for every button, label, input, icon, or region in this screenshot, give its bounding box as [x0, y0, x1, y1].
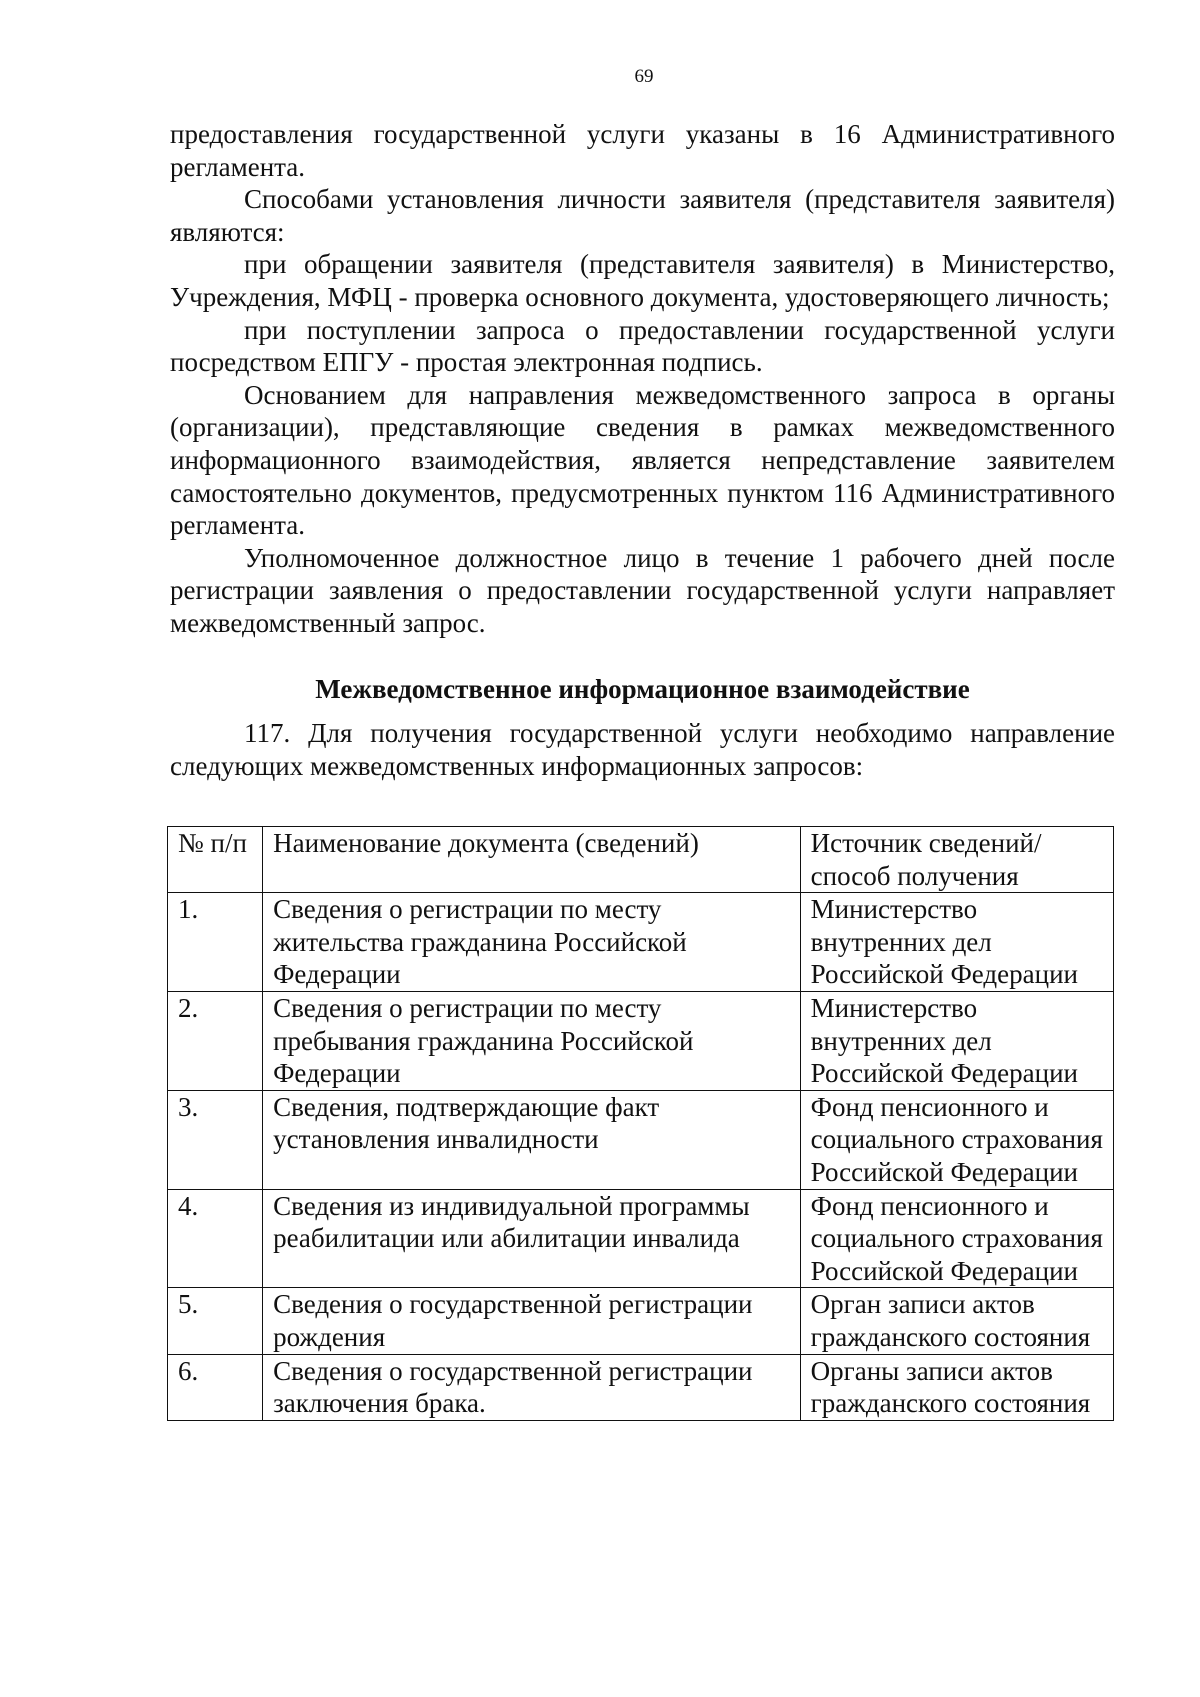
row-number: 3. — [168, 1090, 263, 1189]
paragraph-4: при поступлении запроса о предоставлении государственной услуги посредством ЕПГУ - простая электронная подпись. — [170, 314, 1115, 378]
paragraph-6: Уполномоченное должностное лицо в течение 1 рабочего дней после регистрации заявления о предоставлении государственной услуги направляет межведомственный запрос. — [170, 542, 1115, 638]
row-document-name: Сведения из индивидуальной программы реабилитации или абилитации инвалида — [263, 1189, 801, 1288]
section-heading: Межведомственное информационное взаимодействие — [315, 673, 970, 704]
table-row — [168, 893, 1114, 992]
paragraph-1: предоставления государственной услуги указаны в 16 Административного регламента. — [170, 119, 1115, 182]
row-number: 2. — [168, 991, 263, 1090]
paragraph-5: Основанием для направления межведомственного запроса в органы (организации), представляющие сведения в рамках межведомственного информационного взаимодействия, является непредставление заявителем самостоятельно документов, предусмотренных пунктом 116 Административного регламента. — [170, 379, 1115, 541]
table-row — [168, 991, 1114, 1090]
row-source: Фонд пенсионного и социального страхования Российской Федерации — [800, 1189, 1113, 1288]
paragraph-3: при обращении заявителя (представителя заявителя) в Министерство, Учреждения, МФЦ - проверка основного документа, удостоверяющего личность; — [170, 249, 1115, 312]
table-row — [168, 1354, 1114, 1420]
row-document-name: Сведения, подтверждающие факт установления инвалидности — [263, 1090, 801, 1189]
row-document-name: Сведения о регистрации по месту жительства гражданина Российской Федерации — [263, 893, 801, 992]
row-source: Фонд пенсионного и социального страхования Российской Федерации — [800, 1090, 1113, 1189]
row-document-name: Сведения о государственной регистрации рождения — [263, 1288, 801, 1354]
row-number: 4. — [168, 1189, 263, 1288]
row-number: 1. — [168, 893, 263, 992]
table-row — [168, 1189, 1114, 1288]
document-body — [170, 118, 1115, 782]
intro-paragraph: 117. Для получения государственной услуги необходимо направление следующих межведомственных информационных запросов: — [170, 718, 1115, 781]
table-row — [168, 1288, 1114, 1354]
table-header-row — [168, 827, 1114, 893]
row-source: Министерство внутренних дел Российской Федерации — [800, 991, 1113, 1090]
interagency-requests-table — [167, 826, 1114, 1421]
row-source: Органы записи актов гражданского состояния — [800, 1354, 1113, 1420]
page-number: 69 — [634, 66, 654, 87]
header-number: № п/п — [168, 827, 263, 893]
row-number: 6. — [168, 1354, 263, 1420]
row-document-name: Сведения о регистрации по месту пребывания гражданина Российской Федерации — [263, 991, 801, 1090]
table-row — [168, 1090, 1114, 1189]
paragraph-2: Способами установления личности заявителя (представителя заявителя) являются: — [170, 184, 1115, 247]
row-source: Министерство внутренних дел Российской Федерации — [800, 893, 1113, 992]
row-source: Орган записи актов гражданского состояния — [800, 1288, 1113, 1354]
header-document-name: Наименование документа (сведений) — [263, 827, 801, 893]
header-source: Источник сведений/способ получения — [800, 827, 1113, 893]
row-number: 5. — [168, 1288, 263, 1354]
row-document-name: Сведения о государственной регистрации заключения брака. — [263, 1354, 801, 1420]
